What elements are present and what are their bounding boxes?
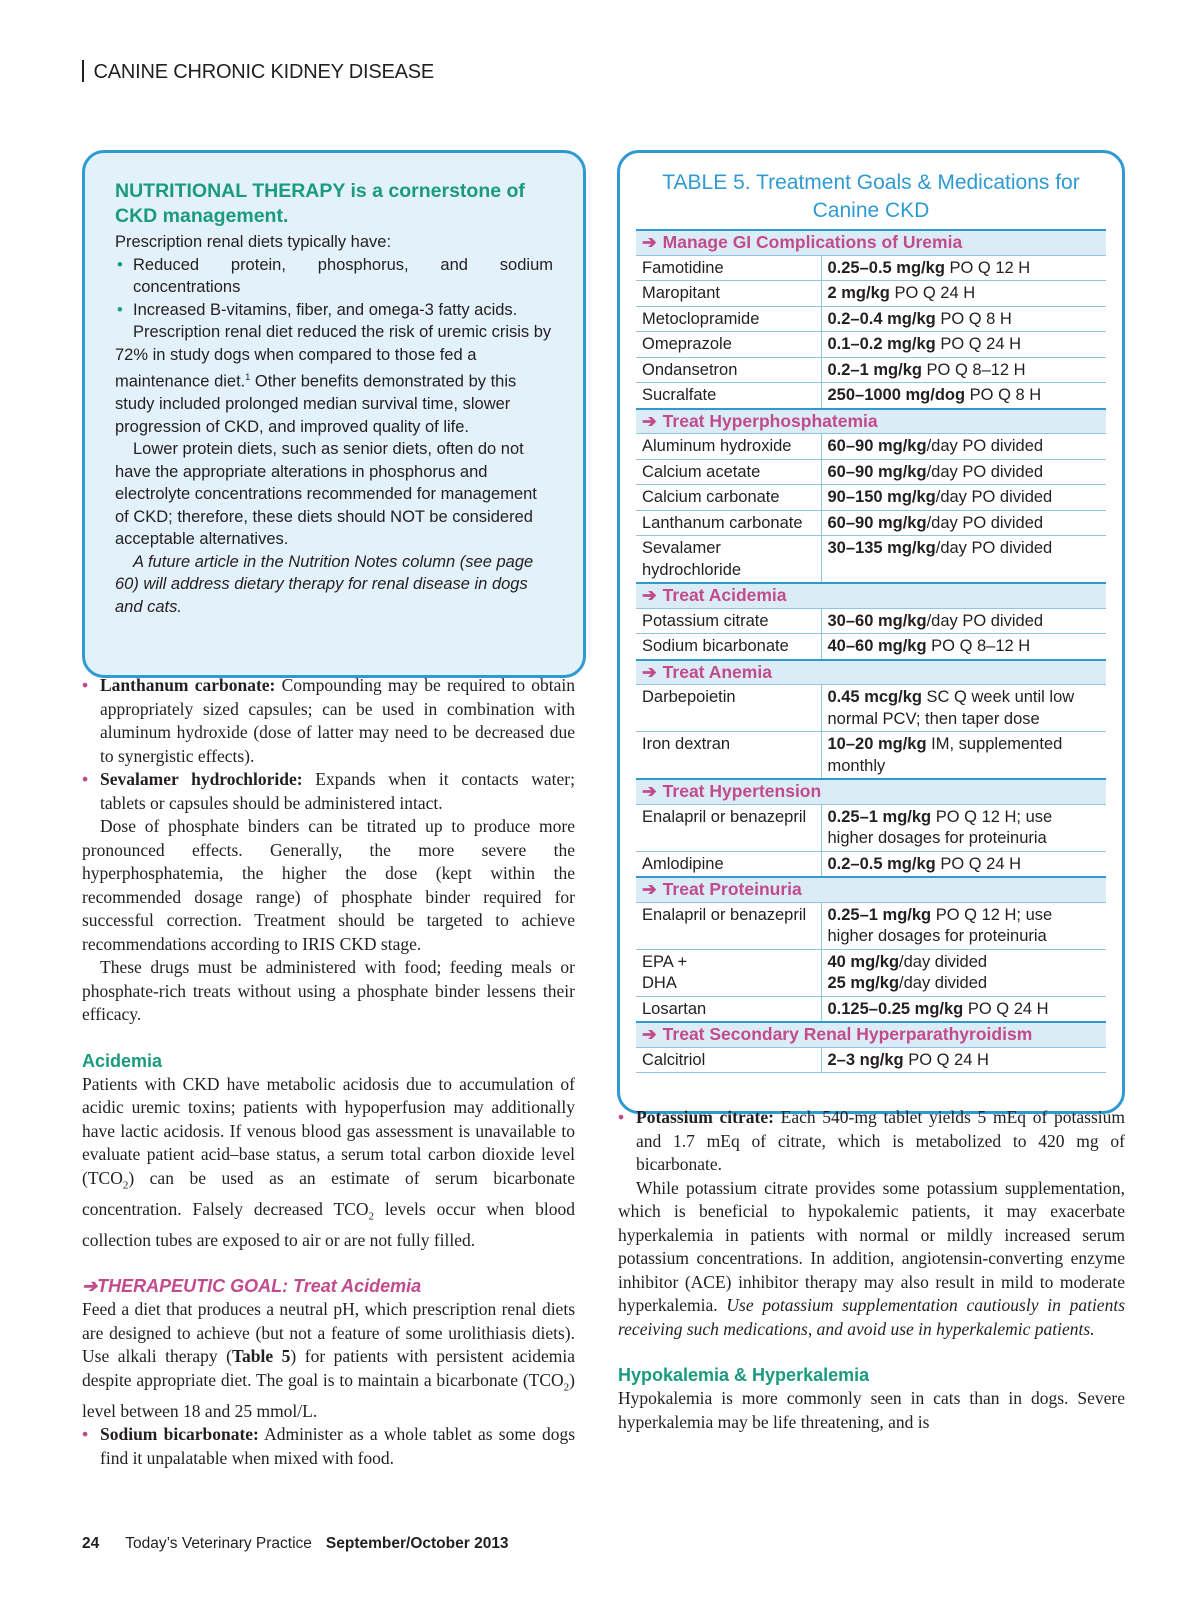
bullet-dot: •: [618, 1107, 625, 1127]
callout-bullet: • Reduced protein, phosphorus, and sodium concentrations: [115, 254, 553, 299]
table-row: Famotidine 0.25–0.5 mg/kg PO Q 12 H: [636, 255, 1106, 281]
table-5-box: [617, 150, 1125, 1114]
hypokalemia-heading: Hypokalemia & Hyperkalemia: [618, 1365, 870, 1385]
potassium-paragraph: While potassium citrate provides some potassium supplementation, which is beneficial to hypokalemic patients, it may exacerbate hyperkalemia in patients with normal or mildly increased serum potassium concentrations. In addition, angiotensin-converting enzyme inhibitor (ACE) inhibitor therapy may also result in mild to moderate hyperkalemia. Use potassium supplementation cautiously in patients receiving such medications, and avoid use in hyperkalemic patients.: [618, 1177, 1126, 1339]
table-row: Maropitant 2 mg/kg PO Q 24 H: [636, 281, 1106, 307]
arrow-icon: ➔: [642, 879, 657, 899]
callout-future-article-note: A future article in the Nutrition Notes column (see page 60) will address dietary therapy for renal disease in dogs and cats.: [115, 552, 534, 616]
lanthanum-bullet: • Lanthanum carbonate: Compounding may be required to obtain appropriately sized capsules; can be used in combination with aluminum hydroxide (dose of latter may need to be decreased due to synergistic effects).: [82, 675, 576, 766]
arrow-icon: ➔: [642, 232, 657, 252]
table-row: Metoclopramide 0.2–0.4 mg/kg PO Q 8 H: [636, 306, 1106, 332]
callout-bullet-list: [115, 254, 553, 322]
callout-heading: NUTRITIONAL THERAPY is a cornerstone of CKD management.: [115, 180, 525, 227]
medications-table: [636, 229, 1106, 1073]
dose-paragraph: Dose of phosphate binders can be titrated up to produce more pronounced effects. Generally, the more severe the hyperphosphatemia, the higher the dose (kept within the recommended dosage range) of phosphate binder required for successful correction. Treatment should be targeted to achieve recommendations according to IRIS CKD stage.: [82, 816, 575, 954]
table-category-row: ➔ Treat Hyperphosphatemia: [636, 409, 1106, 434]
table-row: Calcium carbonate 90–150 mg/kg/day PO divided: [636, 485, 1106, 511]
table-row: EPA + DHA 40 mg/kg/day divided 25 mg/kg/day divided: [636, 949, 1106, 996]
table-category-row: ➔ Treat Proteinuria: [636, 877, 1106, 902]
therapeutic-goal-heading: ➔THERAPEUTIC GOAL: Treat Acidemia: [82, 1276, 422, 1296]
page-number: 24: [82, 1535, 100, 1552]
table-row: Amlodipine 0.2–0.5 mg/kg PO Q 24 H: [636, 851, 1106, 877]
header-title: CANINE CHRONIC KIDNEY DISEASE: [93, 61, 435, 83]
arrow-icon: ➔: [642, 410, 657, 431]
arrow-icon: ➔: [642, 661, 657, 682]
callout-bullet: • Increased B-vitamins, fiber, and omega-3 fatty acids.: [115, 299, 553, 322]
table-row: Aluminum hydroxide 60–90 mg/kg/day PO divided: [636, 434, 1106, 460]
table-row: Sucralfate 250–1000 mg/dog PO Q 8 H: [636, 383, 1106, 409]
sevalamer-bullet: • Sevalamer hydrochloride: Expands when it contacts water; tablets or capsules should be administered intact.: [82, 769, 575, 813]
arrow-icon: ➔: [642, 1024, 657, 1044]
nutritional-therapy-callout: [82, 150, 586, 678]
table-row: Lanthanum carbonate 60–90 mg/kg/day PO divided: [636, 510, 1106, 536]
running-header: [82, 60, 434, 84]
publication-name: Today’s Veterinary Practice: [125, 1535, 312, 1552]
potassium-citrate-bullet: • Potassium citrate: Each 540-mg tablet yields 5 mEq of potassium and 1.7 mEq of citrate, which is metabolized to 420 mg of bicarbonate.: [618, 1107, 1125, 1174]
header-rule: [82, 60, 84, 82]
table-row: Potassium citrate 30–60 mg/kg/day PO divided: [636, 608, 1106, 634]
table-category-row: ➔ Treat Secondary Renal Hyperparathyroidism: [636, 1022, 1106, 1047]
arrow-icon: ➔: [642, 585, 657, 605]
right-column-text: [618, 1106, 1125, 1434]
left-column-text: [82, 674, 575, 1470]
page-footer: [82, 1535, 509, 1553]
bullet-dot: •: [82, 769, 89, 789]
table-category-row: ➔ Treat Hypertension: [636, 779, 1106, 804]
table-row: Calcitriol 2–3 ng/kg PO Q 24 H: [636, 1047, 1106, 1073]
callout-intro: Prescription renal diets typically have:: [115, 233, 392, 251]
bullet-dot: •: [82, 675, 89, 695]
acidemia-heading: Acidemia: [82, 1050, 163, 1071]
hypokalemia-paragraph: Hypokalemia is more commonly seen in cats than in dogs. Severe hyperkalemia may be life threatening, and is: [618, 1388, 1125, 1432]
therapeutic-goal-paragraph: Feed a diet that produces a neutral pH, which prescription renal diets are designed to achieve (but not a feature of some urolithiasis diets). Use alkali therapy (Table 5) for patients with persistent acidemia despite appropriate diet. The goal is to maintain a bicarbonate $(TCO_2)$ level between 18 and 25 mmol/L.: [82, 1299, 575, 1421]
sodium-bicarbonate-bullet: • Sodium bicarbonate: Administer as a whole tablet as some dogs find it unpalatable when mixed with food.: [82, 1424, 576, 1468]
table-title: TABLE 5. Treatment Goals & Medications for Canine CKD: [662, 171, 1080, 222]
arrow-icon: ➔: [642, 781, 657, 801]
table-category-row: ➔ Treat Acidemia: [636, 583, 1106, 608]
callout-paragraph: Lower protein diets, such as senior diets, often do not have the appropriate alterations in phosphorus and electrolyte concentrations recommended for management of CKD; therefore, these diets should NOT be considered acceptable alternatives.: [115, 440, 537, 548]
callout-paragraph: Prescription renal diet reduced the risk of uremic crisis by 72% in study dogs when compared to those fed a maintenance diet.$^1$ Other benefits demonstrated by this study included prolonged median survival time, slower progression of CKD, and improved quality of life.: [115, 323, 552, 436]
table-row: Calcium acetate 60–90 mg/kg/day PO divided: [636, 459, 1106, 485]
table-row: Sevalamer hydrochloride 30–135 mg/kg/day PO divided: [636, 536, 1106, 584]
table-row: Enalapril or benazepril 0.25–1 mg/kg PO Q 12 H; use higher dosages for proteinuria: [636, 902, 1106, 949]
table-category-row: ➔ Treat Anemia: [636, 660, 1106, 685]
table-row: Enalapril or benazepril 0.25–1 mg/kg PO Q 12 H; use higher dosages for proteinuria: [636, 804, 1106, 851]
table-row: Omeprazole 0.1–0.2 mg/kg PO Q 24 H: [636, 332, 1106, 358]
table-row: Sodium bicarbonate 40–60 mg/kg PO Q 8–12 H: [636, 634, 1106, 660]
bullet-dot: •: [82, 1424, 89, 1444]
table-row: Losartan 0.125–0.25 mg/kg PO Q 24 H: [636, 996, 1106, 1022]
table-row: Darbepoietin 0.45 mcg/kg SC Q week until low normal PCV; then taper dose: [636, 685, 1106, 732]
food-paragraph: These drugs must be administered with food; feeding meals or phosphate-rich treats without using a phosphate binder lessens their efficacy.: [82, 957, 575, 1024]
issue-date: September/October 2013: [325, 1535, 509, 1552]
table-category-row: ➔ Manage GI Complications of Uremia: [636, 230, 1106, 255]
table-row: Ondansetron 0.2–1 mg/kg PO Q 8–12 H: [636, 357, 1106, 383]
table-row: Iron dextran 10–20 mg/kg IM, supplemented monthly: [636, 732, 1106, 780]
acidemia-paragraph: Patients with CKD have metabolic acidosis due to accumulation of acidic uremic toxins; patients with hypoperfusion may additionally have lactic acidosis. If venous blood gas assessment is unavailable to evaluate patient acid–base status, a serum total carbon dioxide level $(TCO_2)$ can be used as an estimate of serum bicarbonate concentration. Falsely decreased $TCO_2$ levels occur when blood collection tubes are exposed to air or are not fully filled.: [82, 1073, 575, 1250]
